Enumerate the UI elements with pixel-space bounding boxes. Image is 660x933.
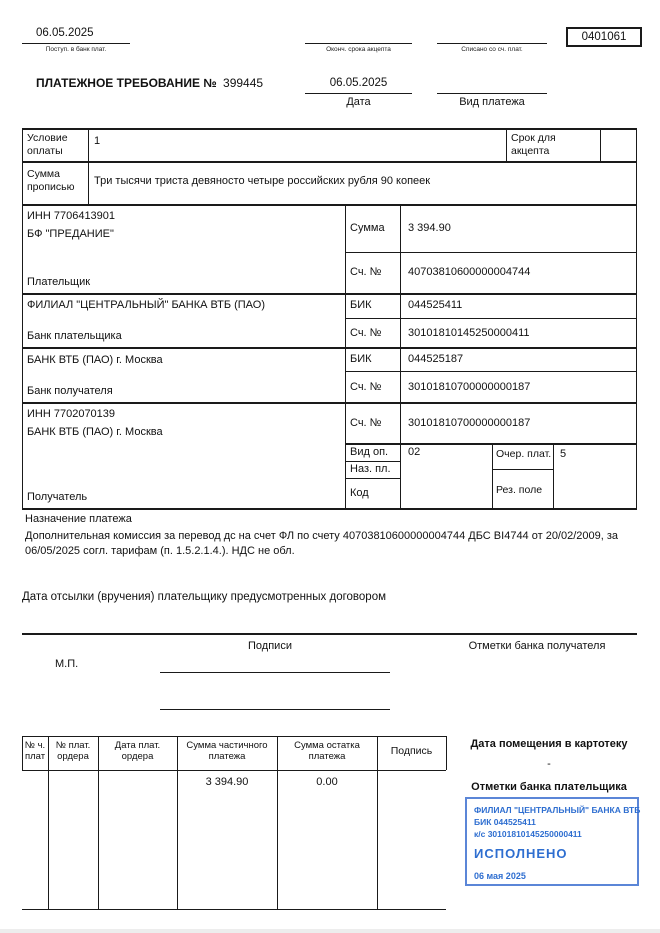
priority-label: Очер. плат. (496, 448, 552, 460)
payee-account-label: Сч. № (350, 417, 382, 429)
form-code: 0401061 (581, 31, 627, 43)
signature-line (160, 672, 390, 673)
payer-bank-account-label: Сч. № (350, 327, 382, 339)
table-border (22, 204, 637, 206)
amount-label: Сумма (350, 222, 385, 234)
payer-bank-bik-value: 044525411 (408, 299, 463, 311)
payer-account-value: 40703810600000004744 (408, 266, 531, 278)
payment-condition-value: 1 (94, 135, 101, 147)
document-title-row (36, 77, 263, 90)
table-border (22, 128, 23, 510)
document-date: 06.05.2025 (329, 77, 388, 89)
form-code-box (566, 27, 642, 47)
table-border (22, 402, 637, 404)
payer-account-label: Сч. № (350, 266, 382, 278)
table-border (22, 909, 446, 910)
payer-bank-name: ФИЛИАЛ "ЦЕНТРАЛЬНЫЙ" БАНКА ВТБ (ПАО) (27, 299, 265, 311)
op-kind-value: 02 (408, 446, 421, 458)
payer-name: БФ "ПРЕДАНИЕ" (27, 228, 114, 240)
payee-bank-account-label: Сч. № (350, 381, 382, 393)
table-border (345, 461, 400, 462)
table-border (345, 478, 400, 479)
table-border (492, 469, 553, 470)
payee-bank-marks-label: Отметки банка получателя (468, 640, 606, 652)
date-label: Дата (346, 96, 371, 108)
payer-inn: ИНН 7706413901 (27, 210, 116, 222)
table-border (345, 318, 637, 319)
stamp-bik: БИК 044525411 (474, 817, 536, 827)
code-label: Код (350, 487, 369, 499)
document-title: ПЛАТЕЖНОЕ ТРЕБОВАНИЕ № (36, 76, 217, 90)
amount-words-label: Сумма прописью (27, 168, 75, 193)
table-border (400, 204, 401, 508)
received-in-bank-label: Поступ. в банк плат. (45, 46, 107, 53)
reserve-field-label: Рез. поле (496, 484, 543, 496)
table-border (22, 736, 446, 737)
page-edge (0, 929, 660, 933)
priority-value: 5 (560, 448, 567, 460)
payer-bank-account-value: 30101810145250000411 (408, 327, 530, 339)
table-border (345, 371, 637, 372)
signature-line (160, 709, 390, 710)
payee-account-value: 30101810700000000187 (408, 417, 531, 429)
card-file-date-label: Дата помещения в картотеку (470, 738, 628, 750)
payer-bank-label: Банк плательщика (27, 330, 122, 342)
document-number: 399445 (223, 76, 264, 90)
table-border (600, 128, 601, 161)
payee-label: Получатель (27, 491, 88, 503)
payer-label: Плательщик (27, 276, 91, 288)
amount-words-value: Три тысячи триста девяносто четыре российских рубля 90 копеек (94, 175, 431, 187)
table-border (22, 161, 637, 163)
debited-from-account-label: Списано со сч. плат. (461, 46, 523, 53)
table-border (506, 128, 507, 161)
purpose-label: Назначение платежа (25, 513, 132, 525)
rule-line (437, 43, 547, 44)
stamp-status: ИСПОЛНЕНО (474, 846, 568, 861)
table-border (377, 736, 378, 909)
accept-term-label: Срок для акцепта (511, 132, 556, 157)
table-border (345, 204, 346, 508)
payer-bank-marks-label: Отметки банка плательщика (471, 781, 627, 793)
table-border (345, 252, 637, 253)
purpose-code-label: Наз. пл. (350, 463, 391, 475)
table-border (446, 736, 447, 770)
stamp-date: 06 мая 2025 (474, 871, 526, 881)
rule-line (437, 93, 547, 94)
payment-condition-label: Условие оплаты (27, 132, 68, 157)
table-border (22, 293, 637, 295)
signatures-label: Подписи (248, 640, 292, 652)
payee-bank-bik-label: БИК (350, 353, 372, 365)
purpose-text: Дополнительная комиссия за перевод дс на счет ФЛ по счету 40703810600000004744 ДБС BI4744 от 20/02/2009, за 06/05/2025 согл. тарифам (п. 1.5.2.1.4.). НДС не обл. (25, 530, 619, 557)
payer-bank-bik-label: БИК (350, 299, 372, 311)
rest-amount-value: 0.00 (316, 776, 338, 788)
executed-stamp (465, 797, 639, 886)
col-header-signature: Подпись (390, 745, 433, 757)
col-header-rest-amount: Сумма остатка платежа (294, 740, 360, 762)
payment-kind-label: Вид платежа (459, 96, 525, 108)
payee-inn: ИНН 7702070139 (27, 408, 116, 420)
op-kind-label: Вид оп. (350, 446, 389, 458)
received-in-bank-date: 06.05.2025 (36, 27, 94, 39)
col-header-partial-number: № ч. плат (24, 740, 46, 762)
table-border (88, 128, 89, 204)
payee-name: БАНК ВТБ (ПАО) г. Москва (27, 426, 163, 438)
accept-end-label: Оконч. срока акцепта (326, 46, 391, 53)
table-border (22, 347, 637, 349)
partial-amount-value: 3 394.90 (205, 776, 249, 788)
rule-line (22, 43, 130, 44)
rule-line (305, 93, 412, 94)
payee-bank-name: БАНК ВТБ (ПАО) г. Москва (27, 354, 163, 366)
col-header-order-date: Дата плат. ордера (114, 740, 161, 762)
table-border (22, 508, 637, 510)
col-header-partial-amount: Сумма частичного платежа (186, 740, 268, 762)
table-border (22, 128, 637, 130)
table-border (22, 770, 446, 771)
amount-value: 3 394.90 (408, 222, 451, 234)
payee-bank-account-value: 30101810700000000187 (408, 381, 531, 393)
send-date-label: Дата отсылки (вручения) плательщику предусмотренных договором (22, 591, 386, 603)
payee-bank-bik-value: 044525187 (408, 353, 464, 365)
stamp-bank-name: ФИЛИАЛ "ЦЕНТРАЛЬНЫЙ" БАНКА ВТБ (474, 805, 641, 815)
table-border (636, 128, 637, 510)
stamp-corr-account: к/с 30101810145250000411 (474, 829, 582, 839)
card-file-date-value: - (547, 758, 551, 770)
col-header-order-number: № плат. ордера (55, 740, 91, 762)
table-border (345, 443, 637, 445)
table-border (553, 443, 554, 508)
rule-line (305, 43, 412, 44)
divider-line (22, 633, 637, 635)
table-border (492, 443, 493, 508)
stamp-place-label: М.П. (55, 658, 79, 670)
payee-bank-label: Банк получателя (27, 385, 113, 397)
